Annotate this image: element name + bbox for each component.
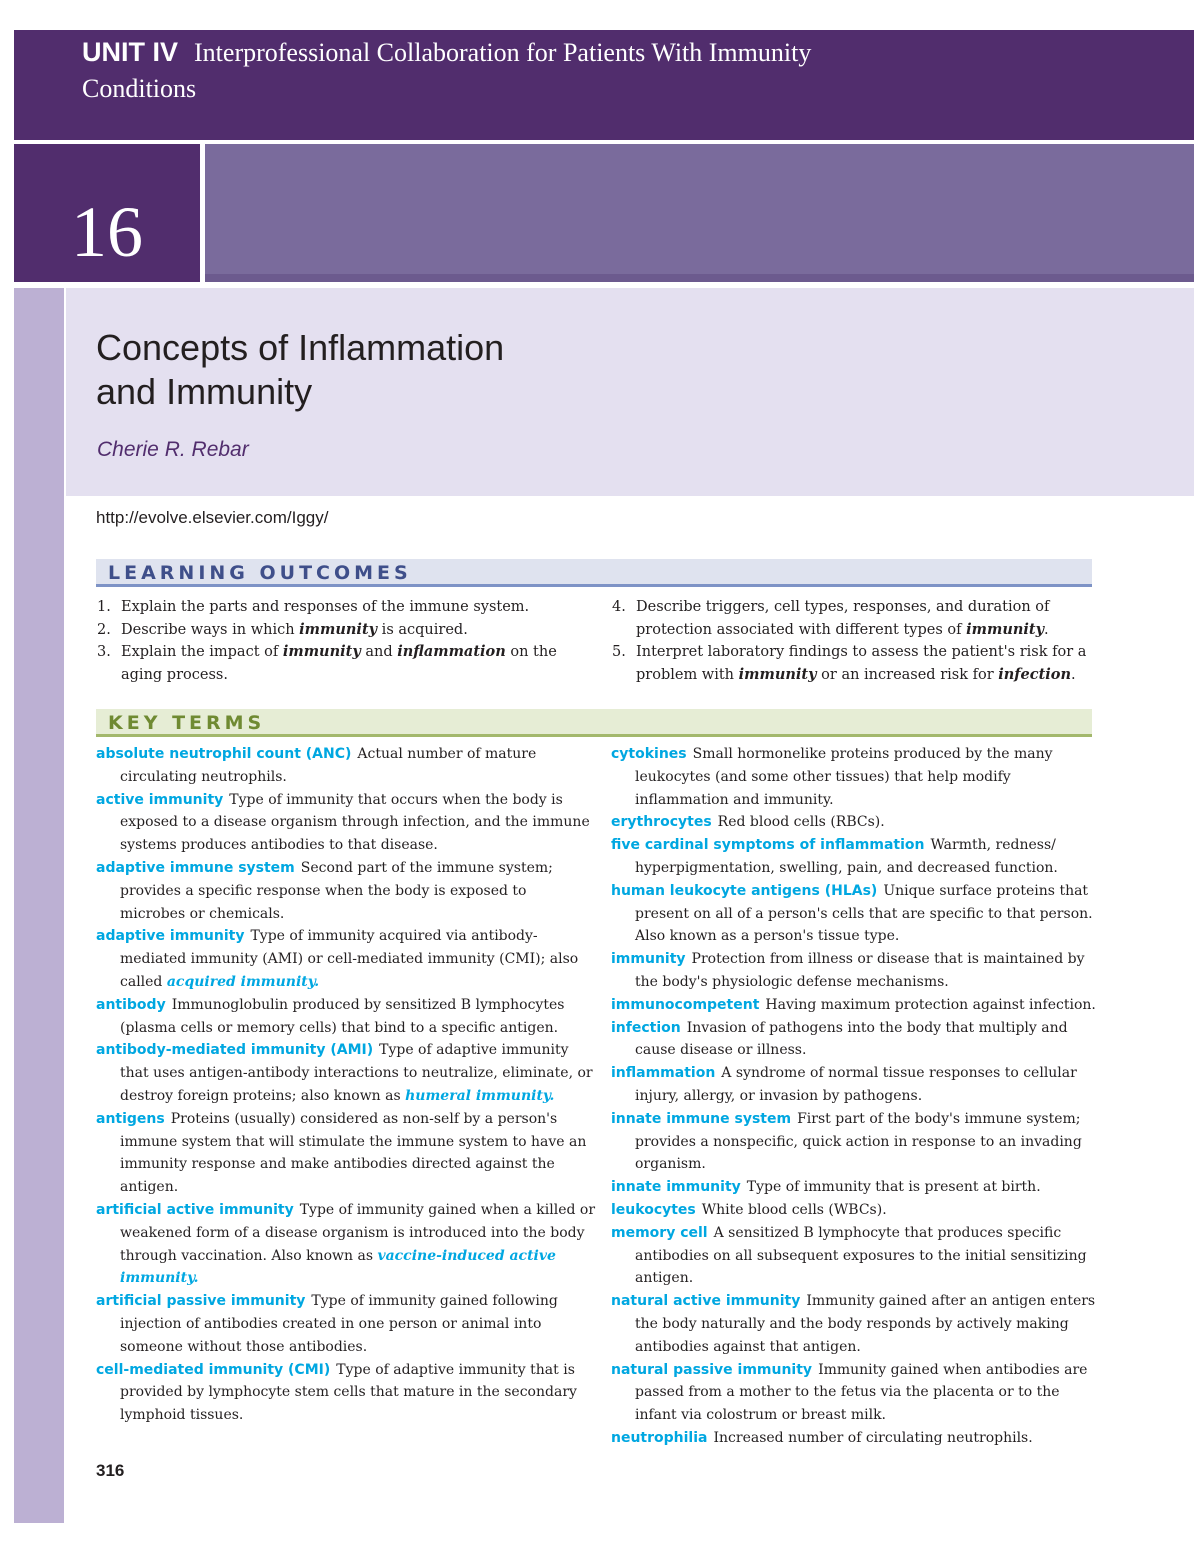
learning-outcome [612,596,1097,641]
key-term-name: innate immunity [611,1179,741,1196]
key-term [611,994,1099,1017]
key-term-definition: White blood cells (WBCs). [701,1201,887,1218]
outcome-number: 2. [97,621,111,638]
title-panel [66,288,1194,496]
chapter-title-line1: Concepts of Inflammation [96,327,505,368]
outcome-text: Describe ways in which [121,621,300,638]
key-term-reference: acquired immunity. [166,973,320,990]
learning-outcome [97,596,587,619]
key-term [611,743,1099,811]
outcome-text: Interpret laboratory findings to assess the patient's risk for a problem with [636,644,1087,683]
key-term [611,1017,1099,1063]
key-term [611,1359,1099,1427]
key-term [611,1222,1099,1290]
key-term-definition: Type of immunity gained when a killed or weakened form of a disease organism is introduced into the body through vaccination. Also known as [120,1201,596,1264]
key-term-definition: Proteins (usually) considered as non-self by a person's immune system that will stimulate the immune system to have an immunity response and make antibodies directed against the antigen. [120,1110,587,1196]
learning-outcome [97,619,587,642]
key-term-name: immunity [611,951,686,968]
outcome-emphasis: immunity [299,620,378,638]
key-term-definition: Actual number of mature circulating neutrophils. [120,746,537,785]
key-term-name: immunocompetent [611,996,760,1013]
outcome-text: Explain the parts and responses of the immune system. [121,599,530,615]
key-term [611,834,1099,880]
key-term [611,811,1099,834]
chapter-title [96,326,796,414]
key-term-definition: Unique surface proteins that present on all of a person's cells that are specific to that person. Also known as a person's tissue type. [635,882,1093,945]
unit-title-line2: Conditions [82,74,197,103]
key-term-name: erythrocytes [611,814,712,831]
key-term [96,1290,596,1358]
learning-outcomes-list-right [612,596,1097,686]
outcome-emphasis: immunity [282,643,361,660]
key-term-name: adaptive immune system [96,859,295,876]
key-term-name: cytokines [611,746,687,762]
evolve-link[interactable]: http://evolve.elsevier.com/Iggy/ [96,508,329,527]
outcome-number: 1. [97,599,111,615]
outcome-text: . [1071,666,1076,683]
key-term-name: cell-mediated immunity (CMI) [96,1361,331,1378]
key-term [96,857,596,925]
key-term-name: innate immune system [611,1110,792,1127]
key-term-name: infection [611,1019,681,1036]
key-term-name: neutrophilia [611,1429,708,1446]
chapter-bar-edge [205,274,1194,282]
key-term [96,994,596,1040]
learning-outcomes-list-left [97,596,587,686]
key-term [96,743,596,789]
outcome-emphasis: immunity [738,665,817,683]
unit-heading [82,34,1082,107]
key-term-name: natural active immunity [611,1293,801,1310]
key-terms-heading: KEY TERMS [96,709,1092,737]
unit-title-line1: Interprofessional Collaboration for Patients With Immunity [194,38,812,67]
key-term-name: human leukocyte antigens (HLAs) [611,882,878,899]
key-term-definition: Second part of the immune system; provides a specific response when the body is exposed to microbes or chemicals. [120,859,553,922]
key-term-name: antibody [96,996,166,1013]
key-term [611,948,1099,994]
key-term-definition: Type of immunity acquired via antibody-mediated immunity (AMI) or cell-mediated immunity (CMI); also called [120,928,579,990]
key-term [96,1039,596,1107]
key-term-name: antigens [96,1110,165,1127]
key-terms-column-left [96,743,596,1427]
key-term-reference: humeral immunity. [405,1087,555,1104]
key-term-name: artificial active immunity [96,1201,294,1218]
outcome-text: . [1044,621,1049,638]
outcome-text: and [360,644,398,660]
key-term [611,1176,1099,1199]
key-terms-column-right [611,743,1099,1450]
key-term [96,1199,596,1290]
key-term-definition: Type of adaptive immunity that uses antigen-antibody interactions to neutralize, eliminate, or destroy foreign proteins; also known as [120,1042,593,1104]
chapter-number-box [14,144,200,282]
outcome-number: 4. [612,599,626,615]
key-term [96,925,596,993]
unit-label: UNIT IV [82,37,179,67]
key-term-definition: Type of immunity that is present at birth. [746,1179,1041,1196]
chapter-title-line2: and Immunity [96,371,313,412]
key-term-definition: Immunity gained after an antigen enters the body naturally and the body responds by actively making antibodies against that antigen. [635,1293,1096,1355]
key-term [96,1359,596,1427]
outcome-emphasis: immunity [966,620,1045,638]
key-term-definition: Type of immunity gained following injection of antibodies created in one person or animal into someone without those antibodies. [120,1293,558,1355]
learning-outcome [97,641,587,686]
side-stripe [14,288,64,1523]
key-term-definition: Warmth, redness/ hyperpigmentation, swelling, pain, and decreased function. [635,837,1058,876]
key-term-definition: Small hormonelike proteins produced by the many leukocytes (and some other tissues) that help modify inflammation and immunity. [635,746,1053,808]
outcome-text: or an increased risk for [816,666,999,683]
outcome-number: 3. [97,644,111,660]
key-term-name: memory cell [611,1224,708,1241]
chapter-bar [205,144,1194,282]
key-term-definition: A syndrome of normal tissue responses to cellular injury, allergy, or invasion by pathogens. [635,1065,1077,1104]
key-term-definition: Having maximum protection against infection. [765,996,1096,1013]
key-term [96,789,596,857]
learning-outcomes-heading: LEARNING OUTCOMES [96,559,1092,587]
learning-outcome [612,641,1097,686]
key-term [611,1108,1099,1176]
key-term-definition: Immunoglobulin produced by sensitized B lymphocytes (plasma cells or memory cells) that bind to a specific antigen. [120,996,565,1036]
outcome-number: 5. [612,644,626,660]
key-term-name: artificial passive immunity [96,1293,306,1310]
key-term-name: five cardinal symptoms of inflammation [611,837,925,854]
key-term-definition: Increased number of circulating neutrophils. [713,1429,1033,1446]
key-term-name: absolute neutrophil count (ANC) [96,746,352,762]
key-term-definition: Type of adaptive immunity that is provided by lymphocyte stem cells that mature in the secondary lymphoid tissues. [120,1361,577,1424]
key-term [611,1290,1099,1358]
outcome-emphasis: inflammation [397,643,506,660]
chapter-author: Cherie R. Rebar [97,438,249,461]
key-term-definition: Type of immunity that occurs when the body is exposed to a disease organism through infection, and the immune systems produces antibodies to that disease. [120,791,590,854]
page-number: 316 [96,1461,125,1480]
key-term-definition: Protection from illness or disease that is maintained by the body's physiologic defense mechanisms. [635,951,1085,990]
key-term-definition: First part of the body's immune system; provides a nonspecific, quick action in response to an invading organism. [635,1110,1082,1173]
key-term-name: natural passive immunity [611,1361,813,1378]
key-term-definition: Invasion of pathogens into the body that multiply and cause disease or illness. [635,1019,1068,1059]
key-term [611,880,1099,948]
key-term-definition: A sensitized B lymphocyte that produces specific antibodies on all subsequent exposures to the initial sensitizing antigen. [635,1224,1087,1287]
key-term [611,1199,1099,1222]
key-term-name: antibody-mediated immunity (AMI) [96,1042,374,1059]
key-term-name: leukocytes [611,1201,696,1218]
key-term-reference: vaccine-induced active immunity. [120,1247,556,1287]
key-term-name: active immunity [96,791,224,808]
outcome-text: on the aging process. [121,644,557,683]
key-term-definition: Immunity gained when antibodies are passed from a mother to the fetus via the placenta or to the infant via colostrum or breast milk. [635,1361,1088,1424]
outcome-text: is acquired. [377,621,468,638]
key-term [611,1062,1099,1108]
outcome-text: Describe triggers, cell types, responses, and duration of protection associated with different types of [636,599,1050,638]
key-term [96,1108,596,1199]
key-term-name: adaptive immunity [96,928,245,945]
key-term [611,1427,1099,1450]
key-term-name: inflammation [611,1065,716,1082]
key-term-definition: Red blood cells (RBCs). [717,814,885,831]
outcome-text: Explain the impact of [121,644,283,660]
chapter-number: 16 [71,192,143,272]
outcome-emphasis: infection [998,665,1072,683]
